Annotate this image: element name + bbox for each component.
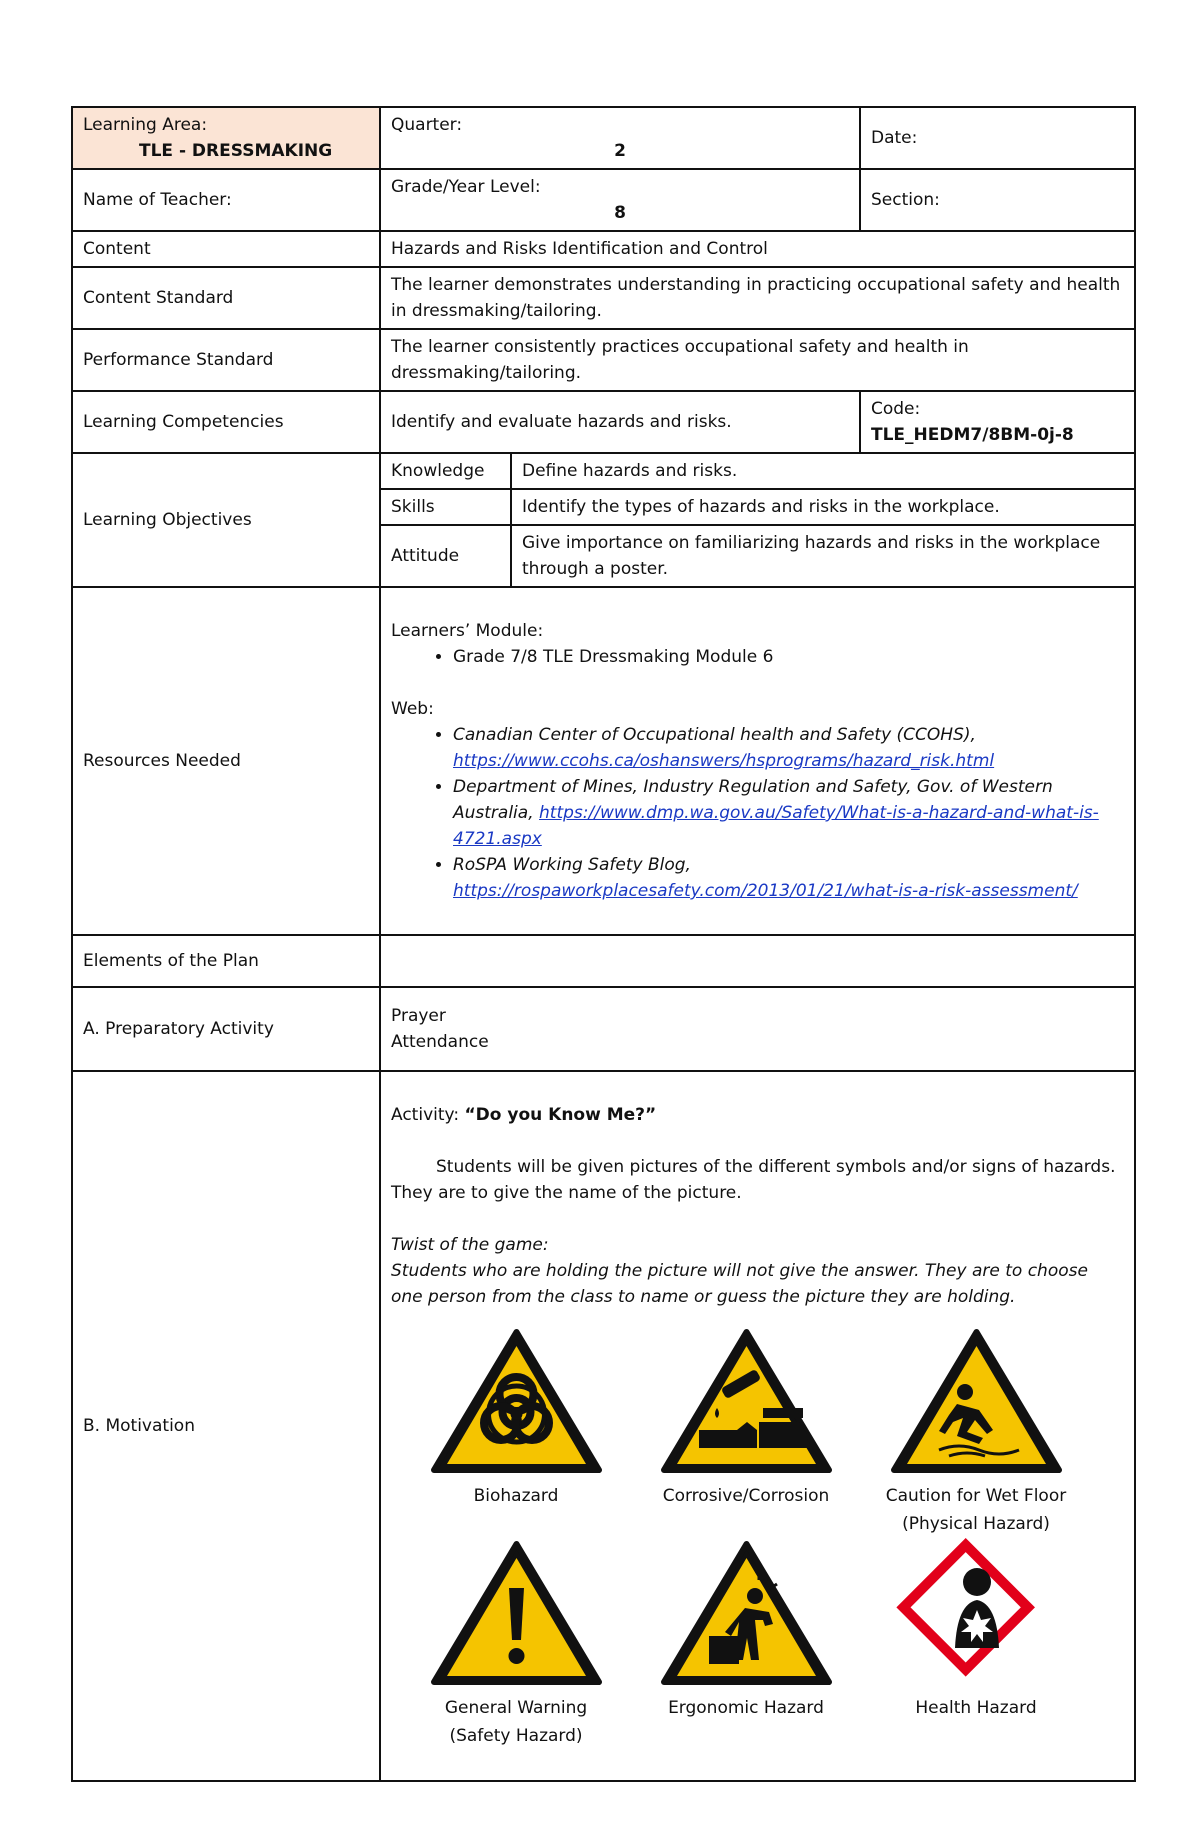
sign-biohazard xyxy=(401,1326,631,1538)
competencies-label: Learning Competencies xyxy=(72,391,380,453)
sign-health-hazard xyxy=(861,1538,1091,1750)
preparatory-cell xyxy=(380,987,1135,1071)
content-value: Hazards and Risks Identification and Control xyxy=(380,231,1135,267)
content-standard-value: The learner demonstrates understanding in practicing occupational safety and health in dressmaking/tailoring. xyxy=(380,267,1135,329)
web-heading: Web: xyxy=(391,699,434,719)
teacher-label: Name of Teacher: xyxy=(83,190,232,210)
objectives-cell xyxy=(380,453,1135,587)
learning-area-value: TLE - DRESSMAKING xyxy=(139,141,333,161)
learning-area-cell xyxy=(72,107,380,169)
caption-corrosive: Corrosive/Corrosion xyxy=(662,1486,830,1506)
code-value: TLE_HEDM7/8BM-0j-8 xyxy=(871,425,1074,445)
date-label: Date: xyxy=(871,128,918,148)
skills-value: Identify the types of hazards and risks in the workplace. xyxy=(511,489,1134,525)
caption-biohazard: Biohazard xyxy=(473,1486,559,1506)
code-cell xyxy=(860,391,1135,453)
sign-ergonomic xyxy=(631,1538,861,1750)
activity-instructions: Students will be given pictures of the different symbols and/or signs of hazards. They are to give the name of the picture. xyxy=(391,1157,1116,1203)
knowledge-value: Define hazards and risks. xyxy=(511,454,1134,489)
web-list xyxy=(391,722,1124,904)
sign-wet-floor xyxy=(861,1326,1091,1538)
module-list xyxy=(391,644,1124,670)
sign-corrosive xyxy=(631,1326,861,1538)
elements-label: Elements of the Plan xyxy=(72,935,380,987)
grade-value: 8 xyxy=(614,203,626,223)
web-item-dmirs xyxy=(453,774,1124,852)
web3-link[interactable]: https://rospaworkplacesafety.com/2013/01/21/what-is-a-risk-assessment/ xyxy=(453,881,1078,901)
caption-general-warning-2: (Safety Hazard) xyxy=(449,1726,583,1746)
skills-label: Skills xyxy=(381,489,511,525)
section-label: Section: xyxy=(871,190,940,210)
grade-cell xyxy=(380,169,860,231)
learning-area-label: Learning Area: xyxy=(83,115,208,135)
general-warning-icon xyxy=(429,1538,604,1688)
performance-standard-value: The learner consistently practices occupational safety and health in dressmaking/tailoring. xyxy=(380,329,1135,391)
caption-ergonomic: Ergonomic Hazard xyxy=(668,1698,824,1718)
web1-text: Canadian Center of Occupational health and Safety (CCOHS), xyxy=(453,725,976,745)
caption-health-hazard: Health Hazard xyxy=(915,1698,1037,1718)
preparatory-label: A. Preparatory Activity xyxy=(72,987,380,1071)
corrosive-icon xyxy=(659,1326,834,1476)
prayer-text: Prayer xyxy=(391,1006,446,1026)
content-label: Content xyxy=(72,231,380,267)
objectives-label: Learning Objectives xyxy=(72,453,380,587)
teacher-cell xyxy=(72,169,380,231)
resources-label: Resources Needed xyxy=(72,587,380,935)
resources-cell xyxy=(380,587,1135,935)
web-item-ccohs xyxy=(453,722,1124,774)
biohazard-icon xyxy=(429,1326,604,1476)
knowledge-label: Knowledge xyxy=(381,454,511,489)
motivation-label: B. Motivation xyxy=(72,1071,380,1781)
web3-text: RoSPA Working Safety Blog, xyxy=(453,855,691,875)
code-label: Code: xyxy=(871,399,921,419)
grade-label: Grade/Year Level: xyxy=(391,177,541,197)
twist-text: Students who are holding the picture will not give the answer. They are to choose one person from the class to name or guess the picture they are holding. xyxy=(391,1261,1088,1307)
content-standard-label: Content Standard xyxy=(72,267,380,329)
lesson-plan-table xyxy=(71,106,1136,1782)
section-cell xyxy=(860,169,1135,231)
date-cell xyxy=(860,107,1135,169)
web1-link[interactable]: https://www.ccohs.ca/oshanswers/hsprograms/hazard_risk.html xyxy=(453,751,995,771)
caption-wet-floor-1: Caution for Wet Floor xyxy=(885,1486,1067,1506)
attitude-value: Give importance on familiarizing hazards and risks in the workplace through a poster. xyxy=(522,533,1101,579)
objectives-table xyxy=(381,454,1134,586)
quarter-value: 2 xyxy=(614,141,626,161)
performance-standard-label: Performance Standard xyxy=(72,329,380,391)
caption-wet-floor-2: (Physical Hazard) xyxy=(902,1514,1050,1534)
web2-text: Department of Mines, Industry Regulation and Safety, Gov. of Western Australia, xyxy=(453,777,1053,823)
competencies-value: Identify and evaluate hazards and risks. xyxy=(380,391,860,453)
module-item: • Grade 7/8 TLE Dressmaking Module 6 xyxy=(453,644,1124,670)
wet-floor-icon xyxy=(889,1326,1064,1476)
caption-general-warning-1: General Warning xyxy=(444,1698,588,1718)
twist-heading: Twist of the game: xyxy=(391,1235,549,1255)
ergonomic-icon xyxy=(659,1538,834,1688)
attendance-text: Attendance xyxy=(391,1032,489,1052)
web2-link[interactable]: https://www.dmp.wa.gov.au/Safety/What-is-a-hazard-and-what-is-4721.aspx xyxy=(453,803,1099,849)
activity-prefix: Activity: xyxy=(391,1105,465,1125)
attitude-label: Attitude xyxy=(381,525,511,586)
module-heading: Learners’ Module: xyxy=(391,621,544,641)
motivation-cell xyxy=(380,1071,1135,1781)
elements-empty-cell xyxy=(380,935,1135,987)
activity-title: “Do you Know Me?” xyxy=(464,1105,657,1125)
hazard-signs-grid xyxy=(401,1326,1124,1750)
web-item-rospa xyxy=(453,852,1124,904)
sign-general-warning xyxy=(401,1538,631,1750)
health-hazard-icon xyxy=(889,1538,1064,1688)
quarter-cell xyxy=(380,107,860,169)
quarter-label: Quarter: xyxy=(391,115,463,135)
